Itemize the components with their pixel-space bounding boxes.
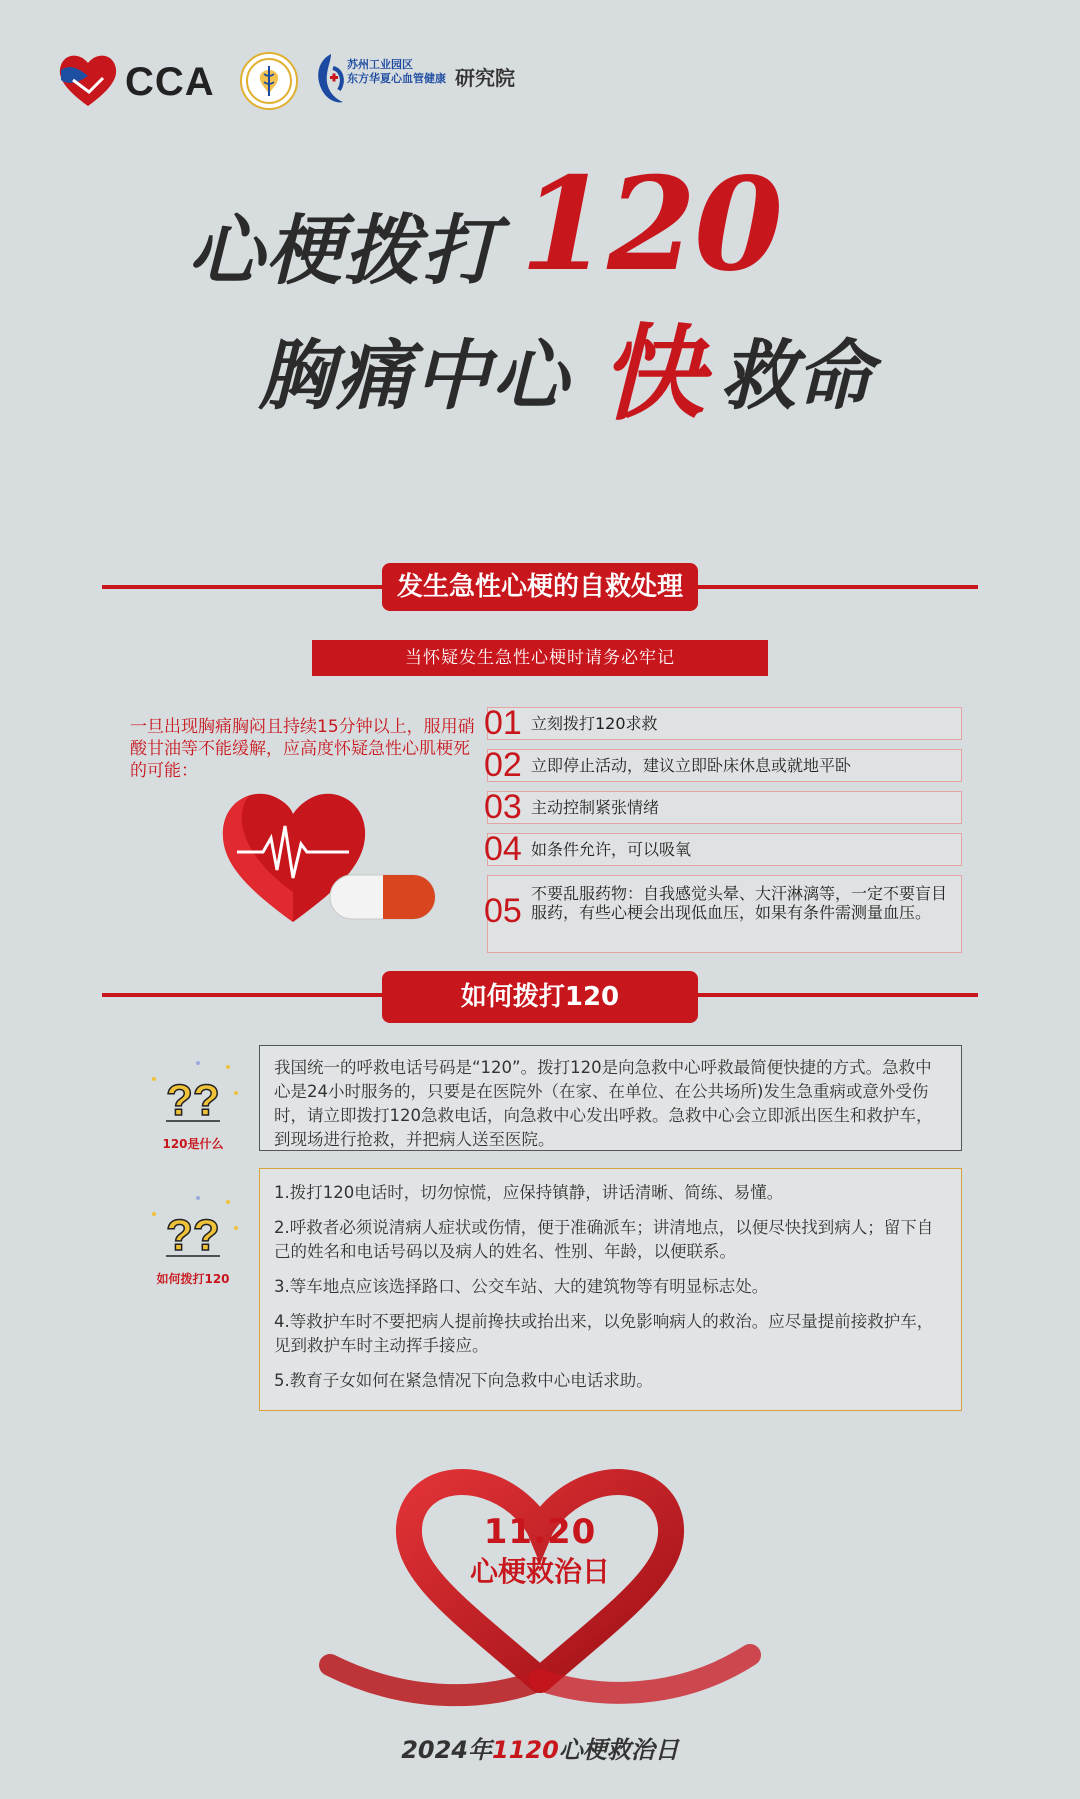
cca-heart-hands-logo xyxy=(55,50,121,110)
step-item-02 xyxy=(484,746,962,784)
step-text: 立刻拨打120求救 xyxy=(531,714,658,733)
step-number: 01 xyxy=(484,704,522,742)
chest-pain-center-badge xyxy=(240,52,298,110)
step-text: 立即停止活动，建议立即卧床休息或就地平卧 xyxy=(531,756,852,775)
step-number: 02 xyxy=(484,746,522,784)
step-item-04 xyxy=(484,830,962,868)
section1-intro: 一旦出现胸痛胸闷且持续15分钟以上，服用硝酸甘油等不能缓解，应高度怀疑急性心肌梗死的可能： xyxy=(130,717,475,781)
heart-pill-illustration xyxy=(215,782,445,932)
step-number: 03 xyxy=(484,788,522,826)
svg-text:??: ?? xyxy=(166,1211,220,1260)
how-item: 4.等救护车时不要把病人提前搀扶或抬出来，以免影响病人的救治。应尽量提前接救护车，见到救护车时主动挥手接应。 xyxy=(274,1312,934,1355)
institute-suffix: 研究院 xyxy=(455,66,515,90)
step-text: 主动控制紧张情绪 xyxy=(531,798,660,817)
step-item-03 xyxy=(484,788,962,826)
how-item: 3.等车地点应该选择路口、公交车站、大的建筑物等有明显标志处。 xyxy=(274,1277,769,1296)
how-to-dial-label: 如何拨打120 xyxy=(156,1272,230,1286)
how-to-dial-box xyxy=(259,1168,962,1411)
footer-rest: 心梗救治日 xyxy=(558,1736,679,1764)
step-number: 05 xyxy=(484,892,522,930)
ribbon-name: 心梗救治日 xyxy=(469,1555,610,1588)
section1-subtitle: 当怀疑发生急性心梗时请务必牢记 xyxy=(312,640,768,676)
headline-line2-b: 救命 xyxy=(720,331,872,420)
headline-line2-a: 胸痛中心 xyxy=(258,331,570,420)
footer xyxy=(0,1730,1080,1765)
how-item: 1.拨打120电话时，切勿惊慌，应保持镇静，讲话清晰、简练、易懂。 xyxy=(274,1183,784,1202)
how-item: 5.教育子女如何在紧急情况下向急救中心电话求助。 xyxy=(274,1371,653,1390)
svg-text:??: ?? xyxy=(166,1076,220,1125)
headline-120: 120 xyxy=(520,150,782,300)
step-text: 不要乱服药物：自我感觉头晕、大汗淋漓等，一定不要盲目服药，有些心梗会出现低血压，如果有条件需测量血压。 xyxy=(531,884,948,922)
what-is-120-box xyxy=(259,1045,962,1151)
what-is-120-text: 我国统一的呼救电话号码是“120”。拨打120是向急救中心呼救最简便快捷的方式。急救中心是24小时服务的，只要是在医院外（在家、在单位、在公共场所)发生急重病或意外受伤时，请立即拨打120急救电话，向急救中心发出呼救。急救中心会立即派出医生和救护车，到现场进行抢救，并把病人送至医院。 xyxy=(274,1058,933,1149)
step-item-01 xyxy=(484,704,962,742)
institute-logo-icon xyxy=(313,50,349,108)
question-marks-icon xyxy=(138,1190,248,1270)
logo-row xyxy=(55,48,575,118)
step-number: 04 xyxy=(484,830,522,868)
what-is-120-label: 120是什么 xyxy=(162,1137,224,1151)
step-item-05 xyxy=(484,875,962,953)
institute-name-line1: 苏州工业园区 xyxy=(347,58,413,71)
step-text: 如条件允许，可以吸氧 xyxy=(531,840,692,859)
cca-logo-text: CCA xyxy=(125,60,215,104)
headline-line1: 心梗拨打 xyxy=(188,206,500,295)
section2-title: 如何拨打120 xyxy=(382,971,698,1023)
caduceus-icon xyxy=(242,54,296,108)
footer-accent: 1120 xyxy=(492,1736,559,1764)
question-marks-icon xyxy=(138,1055,248,1135)
institute-name-line2: 东方华夏心血管健康 xyxy=(347,72,446,85)
how-item: 2.呼救者必须说清病人症状或伤情，便于准确派车；讲清地点，以便尽快找到病人；留下自己的姓名和电话号码以及病人的姓名、性别、年龄，以便联系。 xyxy=(274,1218,934,1261)
headline-kuai: 快 xyxy=(600,313,705,435)
ribbon-date: 11.20 xyxy=(483,1512,597,1552)
section1-title: 发生急性心梗的自救处理 xyxy=(382,563,698,611)
footer-year: 2024年 xyxy=(401,1736,492,1764)
